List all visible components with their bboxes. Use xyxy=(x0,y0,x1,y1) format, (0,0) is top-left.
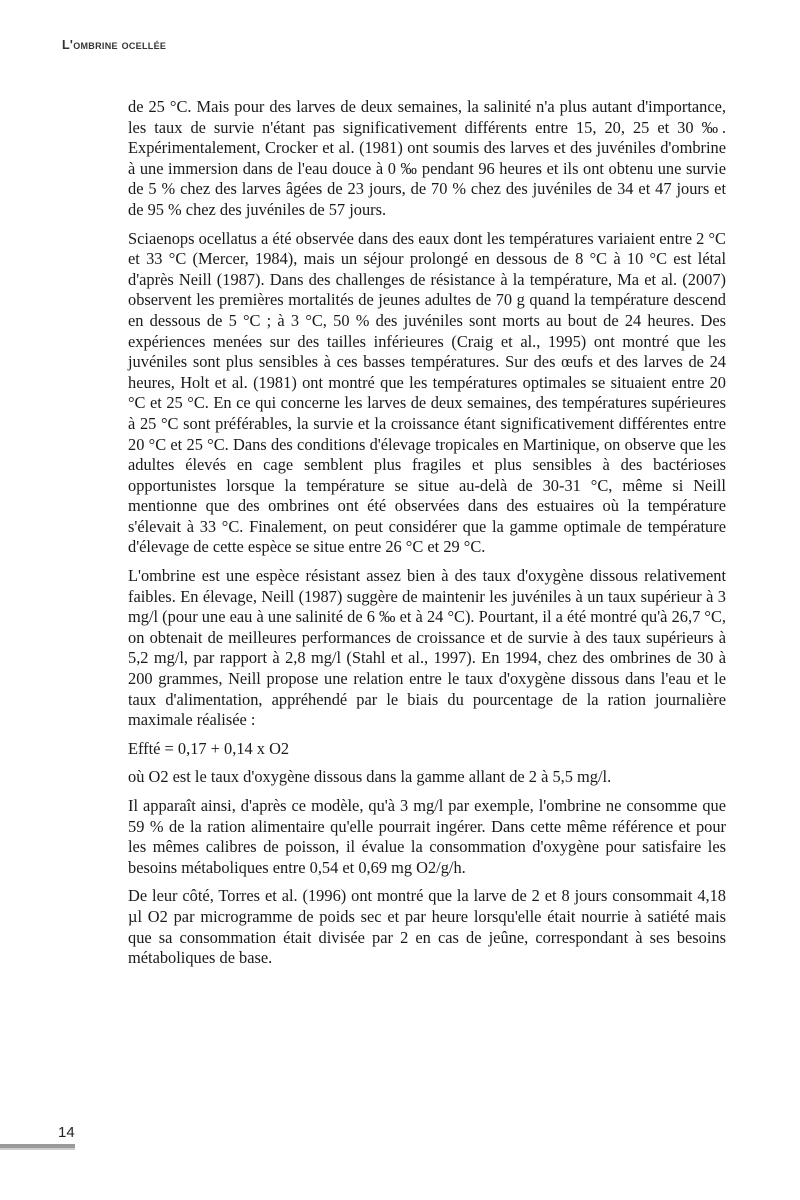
paragraph-larval-oxygen: De leur côté, Torres et al. (1996) ont montré que la larve de 2 et 8 jours consommait 4,18 µl O2 par microgramme de poids sec et par heure lorsqu'elle était nourrie à satiété mais que sa consommation était divisée par 2 en cas de jeûne, correspondant à ses besoins métaboliques de base. xyxy=(128,886,726,968)
page-number: 14 xyxy=(58,1124,75,1141)
paragraph-oxygen: L'ombrine est une espèce résistant assez bien à des taux d'oxygène dissous relativement faibles. En élevage, Neill (1987) suggère de maintenir les juvéniles à un taux supérieur à 3 mg/l (pour une eau à une salinité de 6 ‰ et à 24 °C). Pourtant, il a été montré qu'à 26,7 °C, on obtenait de meilleures performances de croissance et de survie à des taux supérieurs à 5,2 mg/l, par rapport à 2,8 mg/l (Stahl et al., 1997). En 1994, chez des ombrines de 30 à 200 grammes, Neill propose une relation entre le taux d'oxygène dissous dans l'eau et le taux d'alimentation, appréhendé par le biais du pourcentage de la ration journalière maximale réalisée : xyxy=(128,566,726,730)
paragraph-formula-definition: où O2 est le taux d'oxygène dissous dans la gamme allant de 2 à 5,5 mg/l. xyxy=(128,767,612,787)
body-text xyxy=(128,97,726,977)
paragraph-salinity-cont: de 25 °C. Mais pour des larves de deux semaines, la salinité n'a plus autant d'importance, les taux de survie n'étant pas significativement différents entre 15, 20, 25 et 30 ‰. Expérimentalement, Crocker et al. (1981) ont soumis des larves et des juvéniles d'ombrine à une immersion dans de l'eau douce à 0 ‰ pendant 96 heures et ils ont obtenu une survie de 5 % chez des larves âgées de 23 jours, de 70 % chez des juvéniles de 34 et 47 jours et de 95 % chez des juvéniles de 57 jours. xyxy=(128,97,726,219)
paragraph-temperature: Sciaenops ocellatus a été observée dans des eaux dont les températures variaient entre 2 °C et 33 °C (Mercer, 1984), mais un séjour prolongé en dessous de 8 °C à 10 °C est létal d'après Neill (1987). Dans des challenges de résistance à la température, Ma et al. (2007) observent les premières mortalités de jeunes adultes de 70 g quand la température descend en dessous de 5 °C ; à 3 °C, 50 % des juvéniles sont morts au bout de 24 heures. Des expériences menées sur des tailles inférieures (Craig et al., 1995) ont montré que les juvéniles sont plus sensibles à ces basses températures. Sur des œufs et des larves de 24 heures, Holt et al. (1981) ont montré que les températures optimales se situaient entre 20 °C et 25 °C. En ce qui concerne les larves de deux semaines, des températures supérieures à 25 °C sont préférables, la survie et la croissance étant significativement différentes entre 20 °C et 25 °C. Dans des conditions d'élevage tropicales en Martinique, on observe que les adultes élevés en cage semblent plus fragiles et plus sensibles à des bactérioses opportunistes lorsque la température se situe au-delà de 30-31 °C, même si Neill mentionne que des ombrines ont été observées dans des estuaires où la température s'élevait à 33 °C. Finalement, on peut considérer que la gamme optimale de température d'élevage de cette espèce se situe entre 26 °C et 29 °C. xyxy=(128,228,726,557)
running-head-title: L'ombrine ocellée xyxy=(62,38,167,52)
paragraph-model-consumption: Il apparaît ainsi, d'après ce modèle, qu'à 3 mg/l par exemple, l'ombrine ne consomme que 59 % de la ration alimentaire qu'elle pourrait ingérer. Dans cette même référence et pour les mêmes calibres de poisson, il évalue la consommation d'oxygène pour satisfaire les besoins métaboliques entre 0,54 et 0,69 mg O2/g/h. xyxy=(128,796,726,877)
formula-efficiency: Effté = 0,17 + 0,14 x O2 xyxy=(128,738,290,758)
footer-rule-shadow xyxy=(0,1148,75,1150)
